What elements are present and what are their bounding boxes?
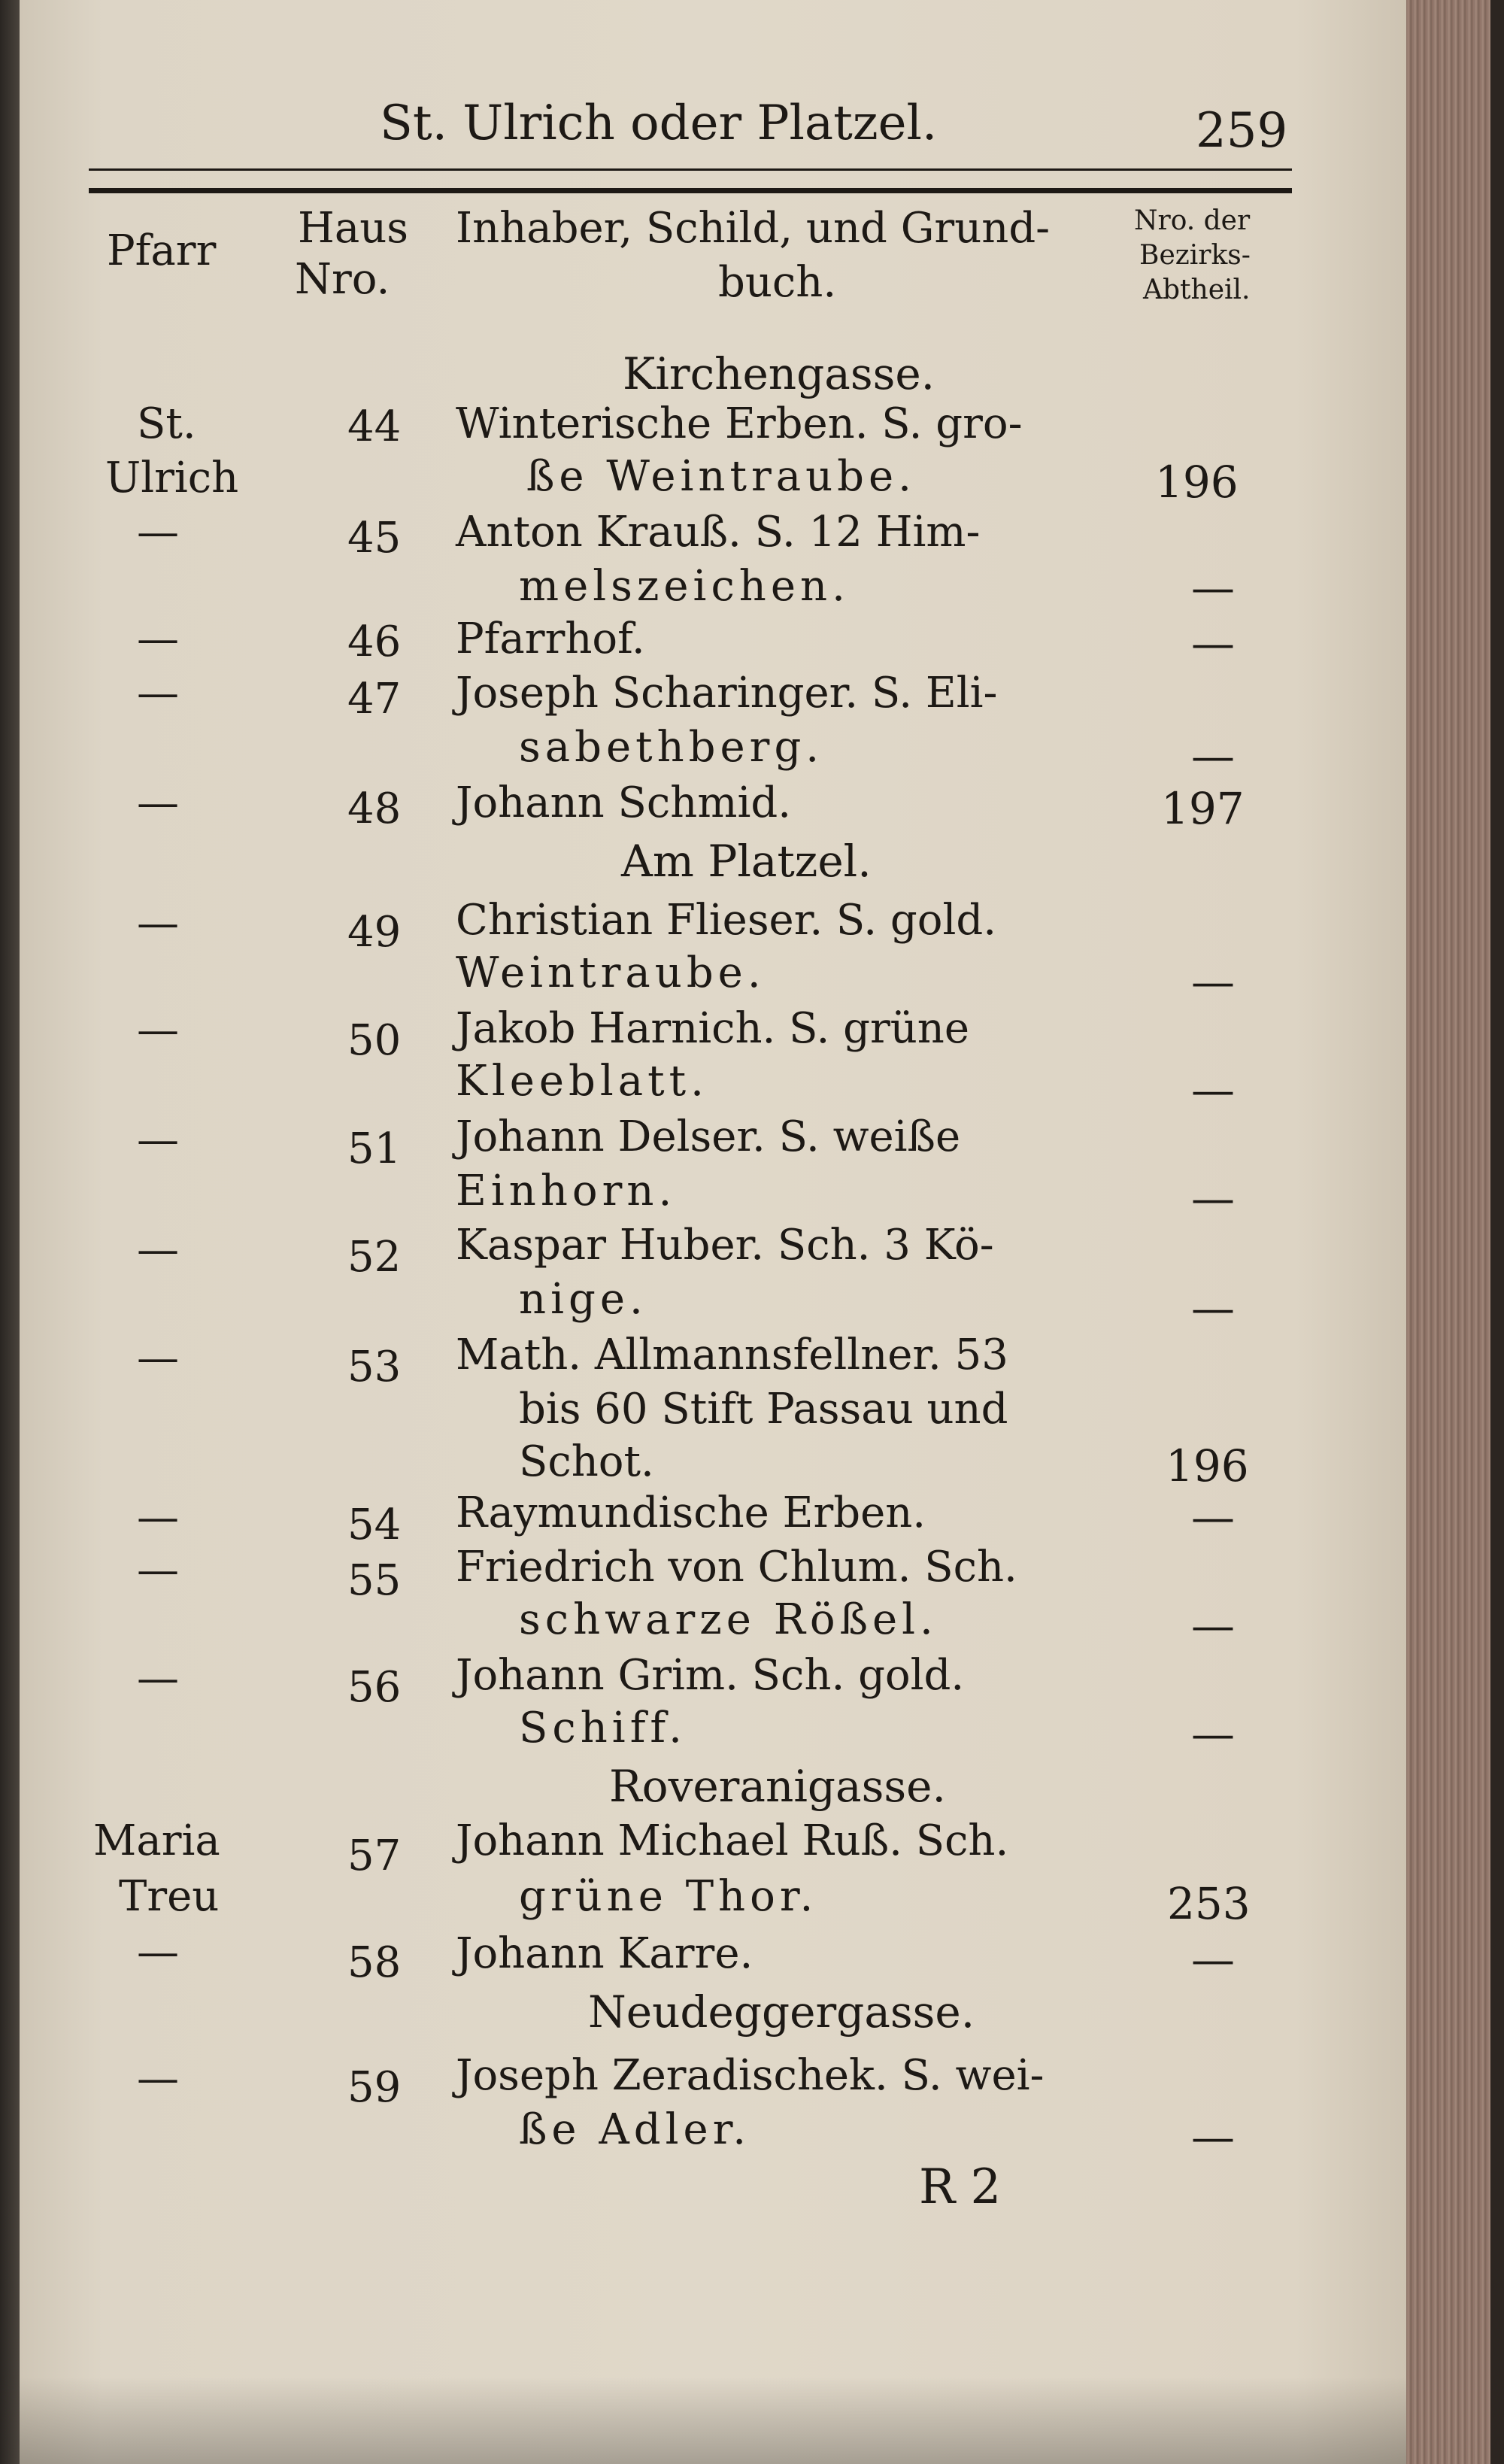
parish-cell-2: Treu (119, 1872, 220, 1921)
page-edges-right (1406, 0, 1504, 2464)
signature-mark: R 2 (919, 2159, 1002, 2215)
district-number: 253 (1167, 1878, 1251, 1929)
column-header-haus: Haus (298, 204, 409, 253)
entry-text: Jakob Harnich. S. grüne (456, 1004, 969, 1053)
house-number: 49 (347, 908, 402, 957)
column-header-bezirk-2: Bezirks- (1139, 240, 1251, 271)
entry-text: Pfarrhof. (456, 614, 645, 663)
parish-cell: — (137, 1928, 179, 1977)
column-header-haus-nro: Nro. (295, 255, 390, 304)
entry-text-2: ße Weintraube. (526, 452, 916, 501)
column-header-inhaber: Inhaber, Schild, und Grund- (456, 204, 1051, 253)
district-number: — (1191, 1934, 1235, 1985)
house-number: 58 (347, 1938, 402, 1987)
entry-text-3: Schot. (519, 1437, 654, 1486)
district-number: — (1191, 1282, 1235, 1334)
house-number: 59 (347, 2063, 402, 2112)
house-number: 54 (347, 1501, 402, 1549)
house-number: 44 (347, 402, 402, 451)
house-number: 47 (347, 675, 402, 724)
district-number: — (1191, 1173, 1235, 1224)
running-head: St. Ulrich oder Platzel. (380, 96, 938, 151)
page-number: 259 (1196, 103, 1288, 159)
house-number: 46 (347, 618, 402, 666)
entry-text: Johann Schmid. (456, 778, 792, 827)
parish-cell: — (137, 669, 179, 718)
entry-text: Joseph Zeradischek. S. wei- (456, 2051, 1045, 2100)
house-number: 51 (347, 1124, 402, 1173)
parish-cell: Maria (93, 1816, 220, 1865)
entry-text: Anton Krauß. S. 12 Him- (456, 508, 981, 557)
entry-text-2: nige. (519, 1275, 647, 1324)
parish-cell: — (137, 2054, 179, 2103)
district-number: — (1191, 1064, 1235, 1115)
district-number: — (1191, 1600, 1235, 1651)
entry-text: Joseph Scharinger. S. Eli- (456, 669, 998, 718)
entry-text: Winterische Erben. S. gro- (456, 399, 1023, 448)
district-number: — (1191, 1708, 1235, 1759)
entry-text: Johann Grim. Sch. gold. (456, 1651, 965, 1700)
house-number: 52 (347, 1233, 402, 1282)
district-number: — (1191, 618, 1235, 669)
parish-cell: — (137, 1654, 179, 1703)
house-number: 56 (347, 1663, 402, 1712)
district-number: 197 (1161, 783, 1245, 834)
parish-cell: — (137, 1006, 179, 1054)
district-number: — (1191, 730, 1235, 781)
parish-cell: — (137, 508, 179, 557)
entry-text: Friedrich von Chlum. Sch. (456, 1543, 1017, 1592)
entry-text: Raymundische Erben. (456, 1488, 926, 1537)
column-header-inhaber-2: buch. (718, 258, 837, 307)
house-number: 50 (347, 1016, 402, 1065)
entry-text-2: Kleeblatt. (456, 1057, 708, 1106)
entry-text: Johann Karre. (456, 1929, 754, 1978)
parish-cell: — (137, 614, 179, 663)
parish-cell: — (137, 1225, 179, 1274)
entry-text-2: Weintraube. (456, 948, 766, 997)
district-number: — (1191, 2111, 1235, 2162)
column-header-bezirk-3: Abtheil. (1143, 275, 1251, 305)
header-rule-thin (89, 168, 1292, 171)
entry-text: Kaspar Huber. Sch. 3 Kö- (456, 1221, 994, 1270)
entry-text: Johann Delser. S. weiße (456, 1112, 961, 1161)
district-number: 196 (1155, 457, 1239, 508)
entry-text-2: Einhorn. (456, 1167, 677, 1215)
entry-text-2: grüne Thor. (519, 1872, 818, 1921)
entry-text: Johann Michael Ruß. Sch. (456, 1816, 1009, 1865)
header-rule-thick (89, 188, 1292, 193)
street-heading-roveranigasse: Roveranigasse. (609, 1761, 946, 1812)
house-number: 53 (347, 1343, 402, 1391)
house-number: 55 (347, 1556, 402, 1605)
street-heading-kirchengasse: Kirchengasse. (623, 348, 935, 399)
page-shadow (20, 2377, 1406, 2464)
district-number: — (1191, 956, 1235, 1007)
parish-cell: — (137, 899, 179, 948)
book-spine-left (0, 0, 20, 2464)
district-number: — (1191, 1491, 1235, 1543)
entry-text-2: Schiff. (519, 1704, 687, 1752)
parish-cell: St. (137, 399, 196, 448)
house-number: 57 (347, 1831, 402, 1880)
column-header-pfarr: Pfarr (107, 226, 217, 275)
entry-text-2: sabethberg. (519, 723, 824, 772)
entry-text: Math. Allmannsfellner. 53 (456, 1331, 1008, 1379)
street-heading-am-platzel: Am Platzel. (621, 836, 872, 887)
parish-cell-2: Ulrich (105, 454, 239, 502)
street-heading-neudeggergasse: Neudeggergasse. (588, 1986, 975, 2038)
parish-cell: — (137, 1546, 179, 1595)
entry-text-2: bis 60 Stift Passau und (519, 1385, 1008, 1434)
parish-cell: — (137, 1115, 179, 1164)
parish-cell: — (137, 1493, 179, 1542)
entry-text: Christian Flieser. S. gold. (456, 896, 997, 945)
entry-text-2: ße Adler. (519, 2105, 751, 2154)
parish-cell: — (137, 778, 179, 827)
parish-cell: — (137, 1334, 179, 1382)
house-number: 45 (347, 514, 402, 563)
column-header-bezirk: Nro. der (1134, 205, 1251, 236)
entry-text-2: schwarze Rößel. (519, 1595, 938, 1644)
district-number: 196 (1166, 1440, 1249, 1491)
entry-text-2: melszeichen. (519, 562, 850, 611)
house-number: 48 (347, 784, 402, 833)
district-number: — (1191, 562, 1235, 613)
